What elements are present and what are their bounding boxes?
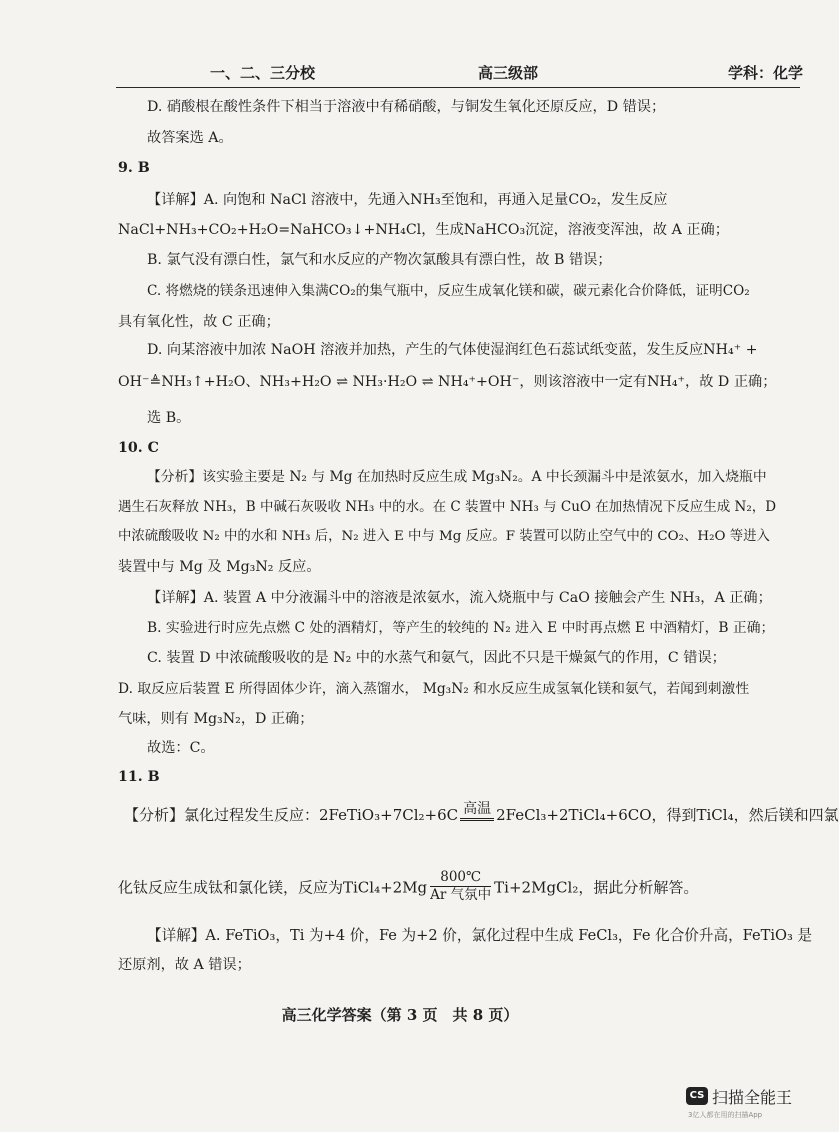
page-footer: 高三化学答案（第 3 页 共 8 页）: [281, 1006, 519, 1024]
text-line: 还原剂，故 A 错误；: [118, 957, 251, 973]
condition-top: 高温: [460, 802, 494, 821]
text-line: 【详解】A. 装置 A 中分液漏斗中的溶液是浓氨水，流入烧瓶中与 CaO 接触会产生 NH₃，A 正确；: [147, 590, 772, 606]
text-line: 故答案选 A。: [147, 130, 233, 146]
equation-line: [124, 800, 839, 826]
text-line: 选 B。: [147, 410, 191, 426]
text-line: D. 取反应后装置 E 所得固体少许，滴入蒸馏水， Mg₃N₂ 和水反应生成氢氧化镁和氨气，若闻到刺激性: [118, 681, 750, 697]
watermark-name: 扫描全能王: [712, 1088, 793, 1107]
text-line: NaCl+NH₃+CO₂+H₂O=NaHCO₃↓+NH₄Cl，生成NaHCO₃沉淀，溶液变浑浊，故 A 正确；: [118, 222, 729, 238]
text-line: 【详解】A. FeTiO₃，Ti 为+4 价，Fe 为+2 价，氯化过程中生成 FeCl₃，Fe 化合价升高，FeTiO₃ 是: [147, 927, 813, 944]
text-line: 气味，则有 Mg₃N₂，D 正确；: [118, 711, 314, 727]
condition-top: 800℃: [430, 870, 491, 887]
text-line: 中浓硫酸吸收 N₂ 中的水和 NH₃ 后，N₂ 进入 E 中与 Mg 反应。F 装置可以防止空气中的 CO₂、H₂O 等进入: [118, 529, 770, 544]
text-line: C. 将燃烧的镁条迅速伸入集满CO₂的集气瓶中，反应生成氧化镁和碳，碳元素化合价降低，证明CO₂: [147, 283, 750, 299]
header-subject: 学科：化学: [728, 64, 804, 82]
watermark-subtitle: 3亿人都在用的扫描App: [688, 1111, 763, 1119]
text-line: D. 硝酸根在酸性条件下相当于溶液中有稀硝酸，与铜发生氧化还原反应，D 错误；: [147, 99, 666, 115]
condition-bottom: Ar 气氛中: [430, 887, 492, 903]
text-line: 【分析】该实验主要是 N₂ 与 Mg 在加热时反应生成 Mg₃N₂。A 中长颈漏斗中是浓氨水，加入烧瓶中: [147, 469, 767, 485]
equation-text: 化钛反应生成钛和氯化镁，反应为TiCl₄+2Mg: [118, 878, 428, 897]
text-line: 故选：C。: [147, 740, 215, 756]
header-grade: 高三级部: [478, 64, 539, 82]
header-school: 一、二、三分校: [210, 64, 316, 82]
text-line: B. 氯气没有漂白性，氯气和水反应的产物次氯酸具有漂白性，故 B 错误；: [147, 252, 612, 268]
text-line: 具有氧化性，故 C 正确；: [118, 314, 280, 330]
reaction-condition: [460, 802, 494, 821]
equation-text: 2FeCl₃+2TiCl₄+6CO，得到TiCl₄，然后镁和四氯: [496, 806, 839, 824]
text-line: 遇生石灰释放 NH₃，B 中碱石灰吸收 NH₃ 中的水。在 C 装置中 NH₃ 与 CuO 在加热情况下反应生成 N₂，D: [118, 499, 777, 515]
reaction-condition: [430, 870, 491, 903]
text-line: D. 向某溶液中加浓 NaOH 溶液并加热，产生的气体使湿润红色石蕊试纸变蓝，发生反应NH₄⁺ +: [147, 342, 758, 358]
cs-logo-icon: CS: [686, 1087, 708, 1105]
text-line: 【详解】A. 向饱和 NaCl 溶液中，先通入NH₃至饱和，再通入足量CO₂，发生反应: [147, 192, 668, 208]
text-line: 装置中与 Mg 及 Mg₃N₂ 反应。: [118, 559, 321, 575]
text-line: B. 实验进行时应先点燃 C 处的酒精灯，等产生的较纯的 N₂ 进入 E 中时再点燃 E 中酒精灯，B 正确；: [147, 620, 775, 636]
question-number: 11. B: [118, 769, 160, 785]
equation-text: 【分析】氯化过程发生反应：2FeTiO₃+7Cl₂+6C: [124, 806, 459, 824]
question-number: 9. B: [118, 160, 150, 176]
equation-line: [118, 869, 699, 905]
header-rule: [116, 87, 800, 88]
text-line: C. 装置 D 中浓硫酸吸收的是 N₂ 中的水蒸气和氨气，因此不只是干燥氮气的作用，C 错误；: [147, 650, 726, 666]
text-line: OH⁻≜NH₃↑+H₂O、NH₃+H₂O ⇌ NH₃·H₂O ⇌ NH₄⁺+OH⁻，则该溶液中一定有NH₄⁺，故 D 正确；: [118, 374, 777, 390]
equation-text: Ti+2MgCl₂，据此分析解答。: [494, 878, 699, 897]
question-number: 10. C: [118, 440, 159, 456]
